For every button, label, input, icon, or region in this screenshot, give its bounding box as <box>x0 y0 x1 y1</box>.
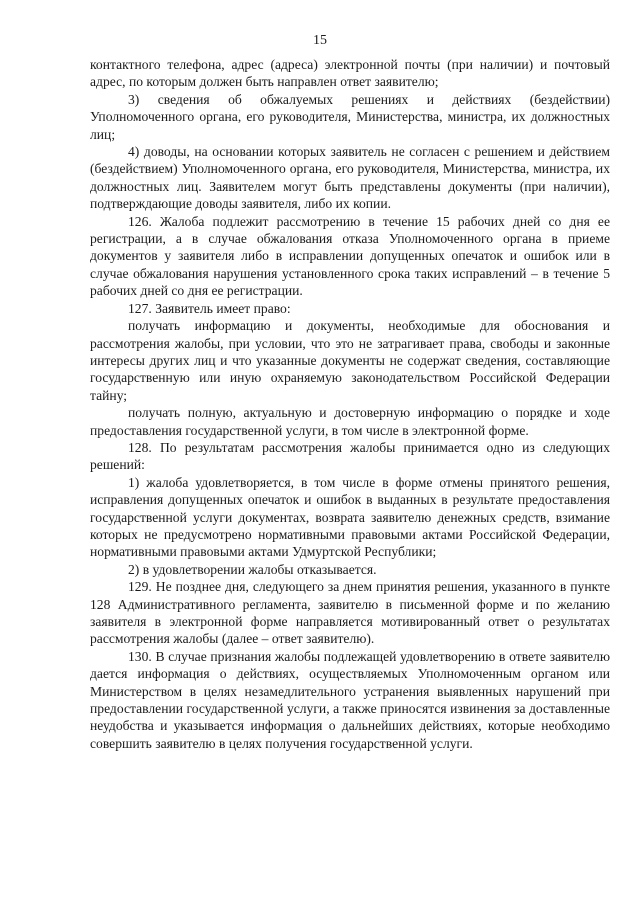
paragraph: 2) в удовлетворении жалобы отказывается. <box>128 561 377 577</box>
paragraph: получать полную, актуальную и достоверную информацию о порядке и ходе предоставления государственной услуги, в том числе в электронной форме. <box>90 405 610 438</box>
paragraph: 1) жалоба удовлетворяется, в том числе в форме отмены принятого решения, исправления допущенных опечаток и ошибок в выданных в результате предоставления государственной услуги документах, возврата заявителю денежных средств, взимание которых не предусмотрено нормативными правовыми актами Российской Федерации, нормативными правовыми актами Удмуртской Республики; <box>90 474 610 560</box>
paragraph: 128. По результатам рассмотрения жалобы принимается одно из следующих решений: <box>90 439 610 473</box>
paragraph: 126. Жалоба подлежит рассмотрению в течение 15 рабочих дней со дня ее регистрации, а в случае обжалования отказа Уполномоченного органа в приеме документов у заявителя либо в исправлении допущенных опечаток и ошибок или в случае обжалования нарушения установленного срока таких исправлений – в течение 5 рабочих дней со дня ее регистрации. <box>90 213 610 299</box>
document-body <box>90 56 610 752</box>
page-number: 15 <box>313 33 327 48</box>
paragraph: 129. Не позднее дня, следующего за днем принятия решения, указанного в пункте 128 Административного регламента, заявителю в письменной форме и по желанию заявителя в электронной форме направляется мотивированный ответ о результатах рассмотрения жалобы (далее – ответ заявителю). <box>90 579 610 647</box>
paragraph: 4) доводы, на основании которых заявитель не согласен с решением и действием (бездействием) Уполномоченного органа, его руководителя, Министерства, министра, их должностных лиц. Заявителем могут быть представлены документы (при наличии), подтверждающие доводы заявителя, либо их копии. <box>90 144 610 212</box>
paragraph: получать информацию и документы, необходимые для обоснования и рассмотрения жалобы, при условии, что это не затрагивает права, свободы и законные интересы других лиц и что указанные документы не содержат сведения, составляющие государственную или иную охраняемую законодательством Российской Федерации тайну; <box>90 318 610 403</box>
paragraph: контактного телефона, адрес (адреса) электронной почты (при наличии) и почтовый адрес, по которым должен быть направлен ответ заявителю; <box>90 57 610 90</box>
paragraph: 3) сведения об обжалуемых решениях и действиях (бездействии) Уполномоченного органа, его руководителя, Министерства, министра, их должностных лиц; <box>90 91 610 142</box>
paragraph: 127. Заявитель имеет право: <box>128 300 291 316</box>
paragraph: 130. В случае признания жалобы подлежащей удовлетворению в ответе заявителю дается информация о действиях, осуществляемых Уполномоченным органом или Министерством в целях незамедлительного устранения выявленных нарушений при предоставлении государственной услуги, а также приносятся извинения за доставленные неудобства и указывается информация о дальнейших действиях, которые необходимо совершить заявителю в целях получения государственной услуги. <box>90 648 610 751</box>
